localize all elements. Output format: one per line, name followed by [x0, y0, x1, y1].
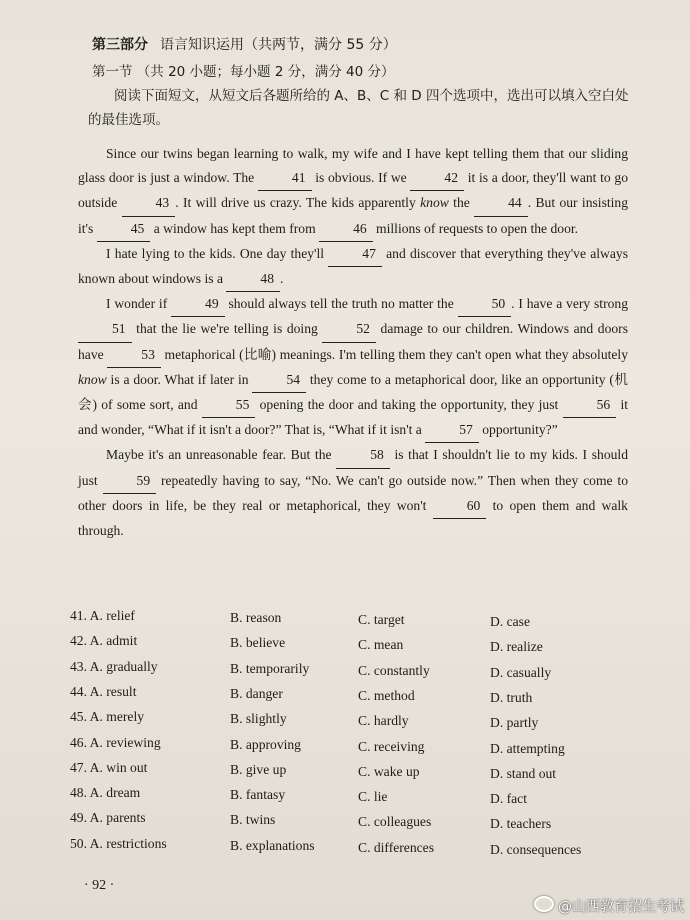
- option-cell-c: [358, 840, 434, 856]
- cloze-passage: [78, 142, 628, 543]
- part-title: 语言知识运用（共两节，满分 55 分）: [160, 37, 397, 53]
- option-a: A. relief: [89, 608, 135, 623]
- blank-43: 43: [122, 191, 176, 216]
- option-cell-a: [70, 684, 136, 700]
- passage-text: is obvious. If we: [311, 170, 411, 186]
- emphasis-text: know: [420, 195, 449, 211]
- passage-text: that the lie we're telling is doing: [131, 321, 323, 337]
- passage-paragraph: [78, 242, 628, 292]
- option-c: C. receiving: [358, 738, 425, 754]
- passage-text: Since our twins began learning to walk, my wife and I have kept telling them that our sliding glass door is just a window. The: [78, 146, 628, 186]
- option-b: B. slightly: [230, 711, 287, 727]
- question-number: 44.: [70, 683, 87, 699]
- passage-paragraph: [78, 142, 628, 242]
- page-number: · 92 ·: [84, 878, 115, 893]
- option-cell-a: [70, 735, 161, 751]
- option-a: A. merely: [89, 709, 145, 725]
- option-d: D. fact: [490, 791, 527, 807]
- passage-paragraph: [78, 292, 628, 443]
- option-cell-a: [70, 785, 140, 801]
- weibo-icon: [534, 896, 554, 912]
- option-cell-a: [70, 608, 135, 624]
- option-a: A. gradually: [89, 658, 158, 674]
- option-b: B. give up: [230, 761, 287, 777]
- question-number: 48.: [70, 785, 87, 801]
- option-cell-d: [490, 665, 551, 681]
- option-c: C. mean: [358, 637, 404, 653]
- part-header: [92, 34, 397, 54]
- option-cell-c: [358, 814, 431, 830]
- question-number: 42.: [70, 633, 87, 649]
- passage-text: opportunity?”: [478, 422, 558, 438]
- option-cell-b: [230, 635, 285, 651]
- option-cell-c: [358, 663, 430, 679]
- option-cell-a: [70, 709, 144, 725]
- passage-text: the: [448, 195, 475, 211]
- blank-52: 52: [322, 317, 376, 342]
- option-cell-d: [490, 690, 532, 706]
- option-b: B. danger: [230, 685, 283, 701]
- option-cell-a: [70, 810, 146, 826]
- option-cell-d: [490, 715, 538, 731]
- option-cell-c: [358, 739, 424, 755]
- watermark: [534, 896, 684, 916]
- blank-42: 42: [410, 166, 464, 191]
- option-c: C. target: [358, 612, 405, 627]
- option-cell-c: [358, 789, 387, 805]
- blank-48: 48: [226, 267, 280, 292]
- option-a: A. restrictions: [89, 835, 167, 851]
- option-cell-b: [230, 737, 301, 753]
- option-cell-b: [230, 610, 281, 626]
- blank-56: 56: [563, 393, 617, 418]
- blank-57: 57: [425, 418, 479, 443]
- passage-text: it and wonder, “What if it isn't a door?” That is, “What if it isn't a: [78, 397, 628, 438]
- blank-47: 47: [328, 242, 382, 267]
- option-d: D. teachers: [490, 816, 552, 832]
- blank-58: 58: [336, 443, 390, 468]
- passage-text: damage to our children. Windows and doors have: [78, 321, 628, 362]
- option-cell-a: [70, 633, 137, 649]
- passage-text: is that I shouldn't lie to my kids. I should just: [78, 447, 628, 488]
- passage-text: opening the door and taking the opportunity, they just: [255, 397, 563, 413]
- option-c: C. constantly: [358, 662, 430, 678]
- option-cell-c: [358, 612, 405, 628]
- passage-text: to open them and walk through.: [78, 497, 628, 539]
- passage-text: metaphorical (比喻) meanings. I'm telling them they can't open what they absolutely: [160, 346, 628, 362]
- option-d: D. attempting: [490, 740, 565, 756]
- option-cell-a: [70, 659, 158, 675]
- option-a: A. dream: [89, 785, 141, 801]
- option-cell-b: [230, 812, 275, 828]
- option-cell-a: [70, 836, 167, 852]
- option-cell-b: [230, 762, 286, 778]
- option-d: D. consequences: [490, 841, 582, 857]
- blank-53: 53: [107, 343, 161, 368]
- option-b: B. temporarily: [230, 660, 310, 676]
- option-cell-c: [358, 713, 409, 729]
- question-number: 49.: [70, 810, 87, 826]
- option-b: B. reason: [230, 610, 282, 625]
- option-d: D. partly: [490, 715, 539, 731]
- blank-59: 59: [103, 469, 157, 494]
- option-c: C. differences: [358, 839, 434, 855]
- option-d: D. case: [490, 614, 531, 629]
- question-number: 47.: [70, 759, 87, 775]
- option-c: C. wake up: [358, 763, 420, 779]
- option-c: C. lie: [358, 789, 388, 805]
- passage-text: I hate lying to the kids. One day they'll: [106, 245, 329, 261]
- passage-text: repeatedly having to say, “No. We can't go outside now.” Then when they come to other doors in life, be they real or metaphorical, they won't: [78, 472, 628, 513]
- option-d: D. realize: [490, 639, 543, 655]
- question-number: 50.: [70, 835, 87, 851]
- option-d: D. truth: [490, 689, 533, 705]
- option-cell-d: [490, 791, 527, 807]
- option-a: A. win out: [89, 759, 148, 775]
- option-cell-b: [230, 686, 283, 702]
- option-cell-c: [358, 637, 403, 653]
- option-cell-d: [490, 614, 530, 630]
- part-label: 第三部分: [92, 37, 148, 53]
- passage-text: . But our insisting it's: [78, 195, 629, 236]
- passage-text: millions of requests to open the door.: [372, 220, 579, 236]
- passage-text: . It will drive us crazy. The kids apparently: [175, 195, 421, 211]
- question-number: 41.: [70, 608, 87, 623]
- question-number: 45.: [70, 709, 87, 725]
- passage-text: I wonder if: [106, 296, 172, 312]
- option-a: A. result: [89, 683, 137, 699]
- option-b: B. believe: [230, 635, 286, 651]
- blank-45: 45: [97, 217, 151, 242]
- option-b: B. fantasy: [230, 787, 286, 803]
- option-cell-d: [490, 766, 556, 782]
- blank-51: 51: [78, 317, 132, 342]
- option-a: A. parents: [89, 810, 146, 826]
- option-cell-c: [358, 764, 420, 780]
- blank-50: 50: [458, 292, 512, 317]
- option-c: C. method: [358, 687, 415, 703]
- instructions: 阅读下面短文，从短文后各题所给的 A、B、C 和 D 四个选项中，选出可以填入空白处的最佳选项。: [88, 88, 629, 128]
- option-b: B. approving: [230, 736, 301, 752]
- option-c: C. colleagues: [358, 814, 432, 830]
- blank-41: 41: [258, 166, 312, 191]
- option-a: A. reviewing: [89, 734, 161, 750]
- blank-46: 46: [319, 217, 373, 242]
- option-cell-d: [490, 741, 565, 757]
- option-d: D. stand out: [490, 765, 557, 781]
- question-number: 46.: [70, 734, 87, 750]
- option-cell-b: [230, 711, 287, 727]
- section-heading: 第一节 （共 20 小题；每小题 2 分，满分 40 分）: [92, 64, 395, 80]
- option-cell-d: [490, 816, 551, 832]
- option-cell-c: [358, 688, 415, 704]
- blank-54: 54: [252, 368, 306, 393]
- passage-text: and discover that everything they've always known about windows is a: [78, 245, 628, 287]
- blank-55: 55: [202, 393, 256, 418]
- blank-49: 49: [171, 292, 225, 317]
- option-cell-b: [230, 661, 309, 677]
- passage-text: .: [279, 271, 284, 287]
- option-c: C. hardly: [358, 713, 409, 729]
- emphasis-text: know: [78, 371, 107, 387]
- option-cell-d: [490, 842, 581, 858]
- passage-text: a window has kept them from: [150, 220, 320, 236]
- option-b: B. twins: [230, 812, 276, 828]
- passage-text: it is a door, they'll want to go outside: [78, 170, 628, 211]
- passage-text: Maybe it's an unreasonable fear. But the: [106, 447, 337, 463]
- option-cell-d: [490, 639, 543, 655]
- option-cell-b: [230, 787, 285, 803]
- passage-paragraph: [78, 443, 628, 543]
- passage-text: is a door. What if later in: [106, 371, 253, 387]
- blank-60: 60: [433, 494, 487, 519]
- option-b: B. explanations: [230, 837, 315, 853]
- passage-text: . I have a very strong: [511, 296, 628, 312]
- option-cell-a: [70, 760, 147, 776]
- watermark-text: @山西教育招生考试: [558, 899, 684, 915]
- passage-text: they come to a metaphorical door, like an opportunity (机会) of some sort, and: [78, 371, 628, 413]
- question-number: 43.: [70, 658, 87, 674]
- option-cell-b: [230, 838, 315, 854]
- option-a: A. admit: [89, 633, 138, 649]
- passage-text: should always tell the truth no matter the: [224, 296, 458, 312]
- option-d: D. casually: [490, 664, 552, 680]
- blank-44: 44: [474, 191, 528, 216]
